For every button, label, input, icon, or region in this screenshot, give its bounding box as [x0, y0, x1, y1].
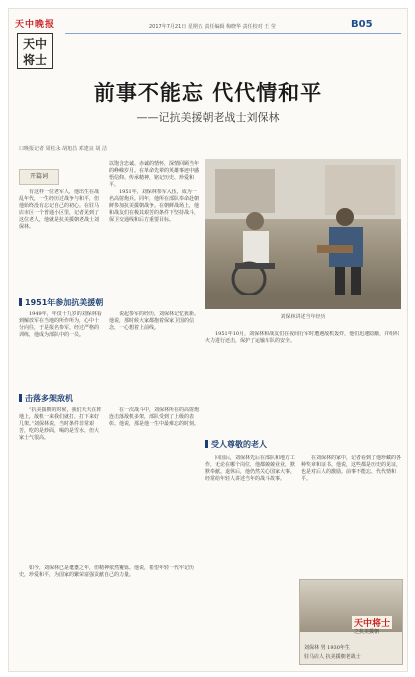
section-heading	[19, 297, 103, 308]
headline: 前事不能忘 代代情和平	[93, 81, 323, 105]
newspaper-logo: 天中晚报	[15, 20, 56, 30]
section-marker	[19, 298, 22, 306]
column-tag	[17, 33, 53, 69]
badge-foot-2: 驻马店人 抗美援朝老战士	[304, 654, 361, 660]
section-marker	[205, 440, 208, 448]
section-heading-text: 击落多架敌机	[25, 394, 73, 403]
page-header	[9, 9, 407, 75]
header-rule	[65, 33, 401, 34]
paragraph: 1949年，年仅十九岁的刘保林看到解放军在当地的所作所为，心中十分向往，于是报名参军。经过严格的训练，他成为部队中的一员。	[19, 311, 102, 338]
photo-illustration	[205, 159, 401, 309]
column-tag-text: 天中 将士	[22, 37, 47, 67]
paragraph: 说起参军的经历，刘保林记忆犹新。他说，那时候大家都抱着保家卫国的信念，一心想着上前线。	[109, 311, 199, 331]
paragraph: 在一次战斗中，刘保林所在的高射炮连击落敌机多架，部队受到了上级的表彰。他说，那是他一生中最难忘的时刻。	[109, 407, 199, 427]
body-text	[19, 311, 103, 385]
newspaper-page	[8, 8, 408, 672]
badge-title: 天中将士	[352, 616, 392, 629]
body-text	[109, 407, 199, 557]
body-text	[205, 331, 401, 427]
body-text	[19, 407, 103, 557]
body-text	[109, 311, 199, 385]
section-heading-text: 受人尊敬的老人	[211, 440, 267, 449]
inset-label: 开篇词	[19, 169, 59, 185]
body-text	[19, 189, 103, 293]
paragraph: 回国后，刘保林先后在部队和地方工作，无论在哪个岗位，他都兢兢业业，默默奉献。退休后，他仍然关心国家大事，经常给年轻人讲述当年的战斗故事。	[205, 455, 296, 482]
body-text	[109, 189, 199, 293]
feature-photo	[205, 159, 401, 309]
paragraph: 1951年10月，刘保林和战友们在夜间行军时遭遇敌机轰炸，他们迅速隐蔽，并组织火力进行还击，保护了运输车队的安全。	[205, 331, 400, 344]
badge-subtitle: 之抗美援朝	[354, 629, 380, 635]
page-number: B05	[351, 19, 373, 30]
badge-foot: 刘保林 男 1930年生	[304, 645, 350, 651]
section-heading	[205, 439, 267, 450]
body-text	[19, 565, 199, 665]
body-text	[301, 455, 401, 573]
section-heading-text: 1951年参加抗美援朝	[25, 298, 104, 307]
pull-quote: 以饱含忠诚、赤诚的情怀，深情回顾当年的峥嵘岁月。在革命先辈的英雄事迹中感悟信仰、传承精神，铭记历史、珍爱和平。	[109, 161, 200, 188]
paragraph: “抗美援朝的时候，我们天天在阵地上，敌机一来我们就打，打下来好几架。”刘保林说，当时条件非常艰苦，吃的是炒面，喝的是雪水，但大家士气很高。	[19, 407, 102, 441]
paragraph: 1951年，刘保林参军入伍，成为一名高射炮兵。同年，他所在部队奉命赴朝鲜参加抗美援朝战争。在朝鲜战场上，他和战友们在极其艰苦的条件下坚持战斗，保卫交通线和后方重要目标。	[109, 189, 199, 223]
body-text	[205, 455, 297, 665]
section-heading	[19, 393, 73, 404]
subheadline: ——记抗美援朝老战士刘保林	[136, 111, 280, 124]
paragraph: 有这样一位老军人，他出生在战乱年代，一生经历过战争与和平，但他始终没有忘记自己的初心。在驻马店市区一个普通小区里，记者见到了这位老人，他就是抗美援朝老战士刘保林。	[19, 189, 100, 230]
paragraph: 在刘保林的家中，记者看到了他珍藏的各种奖章和证书。他说，这些都是历史的见证，也是对后人的激励。前事不能忘，代代情和平。	[301, 455, 401, 482]
series-badge	[299, 579, 403, 665]
photo-caption: 刘保林讲述当年经历	[280, 314, 326, 320]
section-marker	[19, 394, 22, 402]
issue-meta: 2017年7月21日 星期五 责任编辑 梅晓华 责任校对 王 莹	[149, 24, 276, 30]
paragraph: 如今，刘保林已是耄耋之年，但精神依然矍铄。他说，希望年轻一代牢记历史，珍爱和平，为国家的繁荣富强贡献自己的力量。	[19, 565, 195, 578]
byline: 口晚报记者 周松永 胡旭昌 邓建良 胡 洁	[19, 146, 107, 152]
